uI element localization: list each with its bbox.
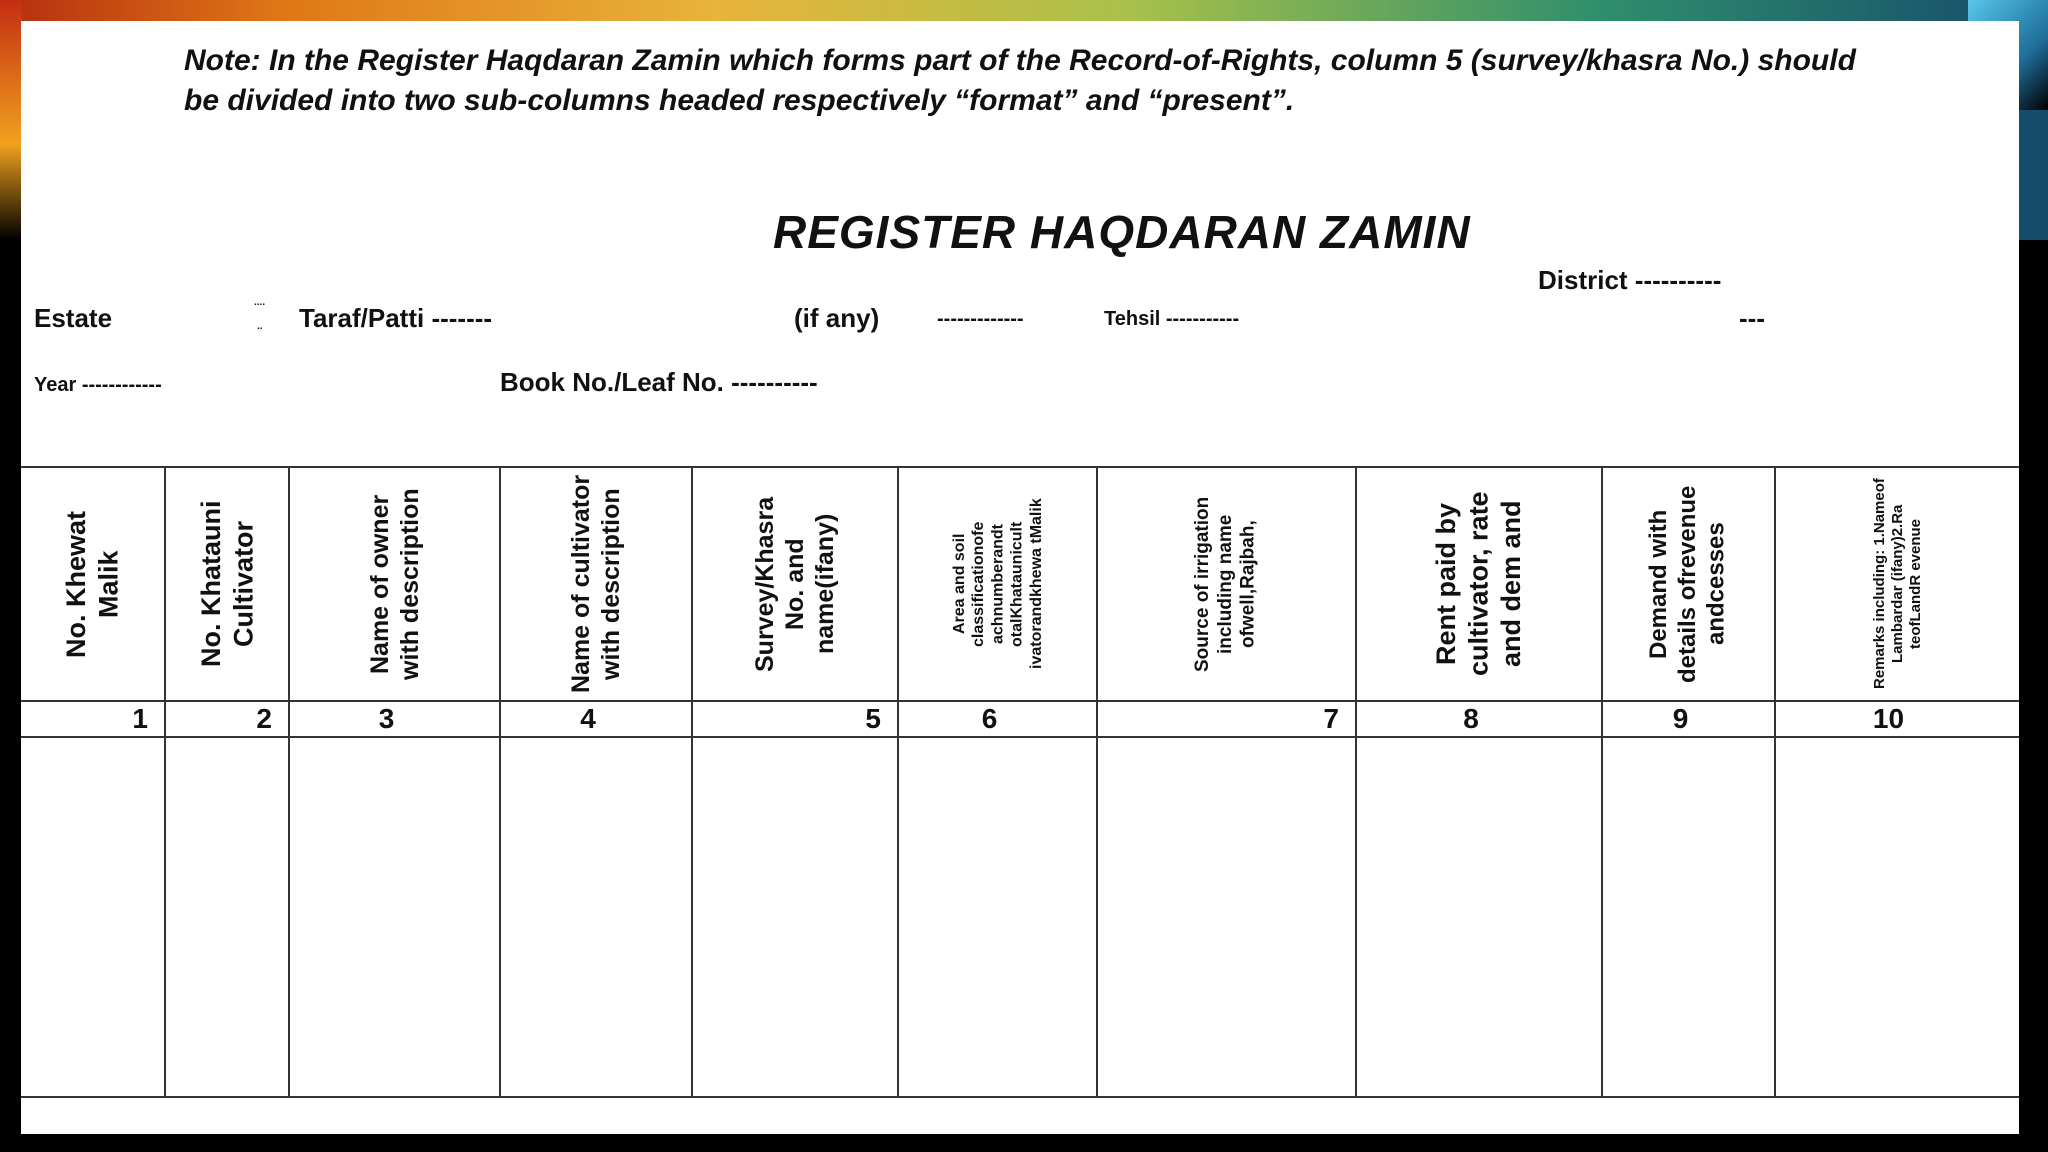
- column-2-number: 2: [256, 703, 272, 734]
- register-table: [21, 466, 2019, 1098]
- document-page: [21, 21, 2019, 1134]
- column-4-number: 4: [580, 703, 596, 734]
- column-4: [501, 468, 693, 1096]
- year-field: Year ------------: [34, 374, 162, 396]
- column-6: [899, 468, 1098, 1096]
- column-3-number: 3: [378, 703, 395, 734]
- column-9-header: Demand with details ofrevenue andcesses: [1645, 485, 1730, 683]
- column-6-number: 6: [981, 703, 998, 734]
- note-text: In the Register Haqdaran Zamin which forms part of the Record-of-Rights, column 5 (survey/khasra No.) should be divided into two sub-columns headed respectively “format” and “present”.: [184, 44, 1856, 117]
- column-3-header: Name of owner with description: [365, 488, 424, 680]
- column-8-number: 8: [1463, 703, 1479, 734]
- column-5-number: 5: [865, 703, 881, 734]
- column-2: [166, 468, 290, 1096]
- note-heading: Note:: [184, 44, 261, 77]
- estate-dots-bottom: ..: [257, 321, 263, 332]
- taraf-patti-field: Taraf/Patti -------: [299, 303, 493, 333]
- column-5-header: Survey/Khasra No. and name(ifany): [751, 496, 839, 672]
- dash-run: -------------: [937, 308, 1024, 330]
- note-paragraph: [184, 41, 1864, 121]
- column-9: [1603, 468, 1776, 1096]
- estate-dots-top: ....: [254, 297, 266, 308]
- district-field: District ----------: [1538, 265, 1722, 295]
- column-4-header: Name of cultivator with description: [567, 474, 625, 694]
- column-8-header: Rent paid by cultivator, rate and dem and: [1431, 491, 1527, 677]
- column-8: [1357, 468, 1603, 1096]
- column-9-number: 9: [1672, 703, 1689, 734]
- column-1-header: No. Khewat Malik: [61, 510, 124, 658]
- column-10-number: 10: [1872, 703, 1905, 734]
- column-number-row: [21, 700, 2019, 738]
- estate-label: Estate: [34, 303, 113, 333]
- book-leaf-field: Book No./Leaf No. ----------: [500, 367, 818, 397]
- slide-left-decoration: [0, 0, 22, 240]
- district-field-continuation: ---: [1739, 303, 1765, 333]
- column-10-header: Remarks including: 1.Nameof Lambardar (ifany)2.Ra teofLandR evenue: [1870, 478, 1924, 690]
- column-3: [290, 468, 501, 1096]
- column-6-header: Area and soil classificationofe achnumberandt otalKhataunicult ivatorandkhewa tMalik: [950, 498, 1045, 670]
- column-1-number: 1: [132, 703, 148, 734]
- column-5: [693, 468, 899, 1096]
- register-title: REGISTER HAQDARAN ZAMIN: [773, 206, 1471, 258]
- if-any-label: (if any): [794, 303, 880, 333]
- column-10: [1776, 468, 2019, 1096]
- tehsil-field: Tehsil -----------: [1104, 308, 1240, 330]
- column-7: [1098, 468, 1357, 1096]
- column-7-number: 7: [1323, 703, 1339, 734]
- column-2-header: No. Khatauni Cultivator: [195, 500, 258, 668]
- column-7-header: Source of irrigation including name ofwell,Rajbah,: [1192, 496, 1259, 672]
- column-1: [21, 468, 166, 1096]
